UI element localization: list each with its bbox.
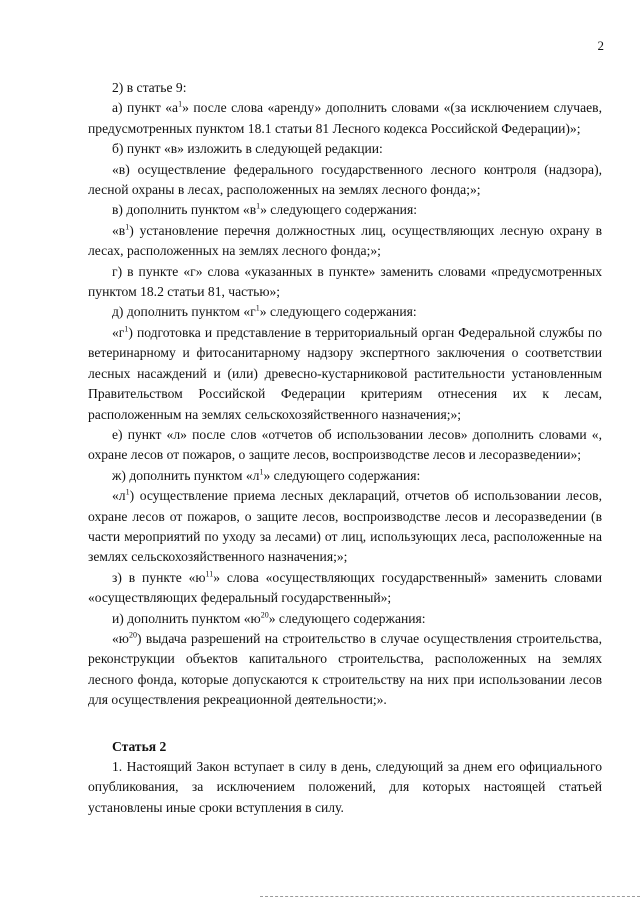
article-2-heading: Статья 2 <box>112 738 167 754</box>
superscript: 1 <box>125 487 130 497</box>
text: » слова «осуществляющих государственный» заменить словами «осуществляющих федеральный государственный»; <box>88 569 602 606</box>
item-i-content <box>88 629 602 711</box>
text: » следующего содержания: <box>260 202 417 218</box>
text: и) дополнить пунктом «ю <box>112 610 261 626</box>
text: » следующего содержания: <box>263 467 421 483</box>
text: б) пункт «в» изложить в следующей редакции: <box>112 141 383 157</box>
item-d <box>88 302 602 322</box>
item-g <box>88 262 602 303</box>
text: 2) в статье 9: <box>112 80 187 95</box>
item-i <box>88 609 602 629</box>
item-zh-content <box>88 486 602 568</box>
text: 1. Настоящий Закон вступает в силу в день, следующий за днем его официального опубликования, за исключением положений, для которых настоящей статьей установлены иные сроки вступления в силу. <box>88 759 602 815</box>
item-b <box>88 139 602 159</box>
item-article-9-intro <box>88 78 602 98</box>
text: «г <box>112 324 125 340</box>
text: ) выдача разрешений на строительство в случае осуществления строительства, реконструкции объектов капитального строительства, расположенных на землях лесного фонда, которые допускаются к строительству на них при использовании лесов для осуществления рекреационной деятельности;». <box>88 630 602 708</box>
superscript: 11 <box>205 569 214 579</box>
text: «л <box>112 488 126 504</box>
item-d-content <box>88 323 602 425</box>
text: » после слова «аренду» дополнить словами «(за исключением случаев, предусмотренных пунктом 18.1 статьи 81 Лесного кодекса Российской Федерации)»; <box>88 100 602 136</box>
item-b-content <box>88 160 602 201</box>
item-v <box>88 200 602 220</box>
text: «ю <box>112 630 129 646</box>
text: ) подготовка и представление в территориальный орган Федеральной службы по ветеринарному и фитосанитарному надзору экспертного заключения о соответствии лесных насаждений и (или) древесно-кустарниковой растительности установленным Правительством Российской Федерации критериям отнесения их к лесам, расположенным на землях сельскохозяйственного назначения;»; <box>88 324 602 422</box>
scan-edge-divider <box>260 896 640 898</box>
superscript: 1 <box>255 303 260 313</box>
superscript: 1 <box>259 467 264 477</box>
text: ) осуществление приема лесных деклараций, отчетов об использовании лесов, охране лесов от пожаров, о защите лесов, воспроизводстве лесов и лесоразведении (в части мероприятий по уходу за лесами) от лиц, использующих леса, расположенные на землях сельскохозяйственного назначения;»; <box>88 488 602 565</box>
text: » следующего содержания: <box>259 304 417 320</box>
text: е) пункт «л» после слов «отчетов об использовании лесов» дополнить словами «, охране лесов от пожаров, о защите лесов, воспроизводстве лесов и лесоразведении»; <box>88 426 602 463</box>
text: ж) дополнить пунктом «л <box>112 467 260 483</box>
superscript: 1 <box>256 201 261 211</box>
text: » следующего содержания: <box>268 610 426 626</box>
item-v-content <box>88 221 602 262</box>
text: д) дополнить пунктом «г <box>112 304 256 320</box>
document-body <box>88 78 602 818</box>
text: «в <box>112 222 126 238</box>
superscript: 1 <box>125 222 130 232</box>
article-2-text <box>88 757 602 818</box>
page-number: 2 <box>597 38 604 53</box>
superscript: 20 <box>260 610 269 620</box>
item-a <box>88 98 602 139</box>
text: ) установление перечня должностных лиц, осуществляющих лесную охрану в лесах, расположенных на землях лесного фонда;»; <box>88 222 602 259</box>
text: в) дополнить пунктом «в <box>112 202 257 218</box>
item-e <box>88 425 602 466</box>
superscript: 20 <box>128 630 137 640</box>
superscript: 1 <box>124 324 129 334</box>
item-zh <box>88 466 602 486</box>
text: з) в пункте «ю <box>112 569 206 585</box>
text: а) пункт «а <box>112 100 179 116</box>
text: г) в пункте «г» слова «указанных в пункте» заменить словами «предусмотренных пунктом 18.2 статьи 81, частью»; <box>88 263 602 300</box>
text: «в) осуществление федерального государственного лесного контроля (надзора), лесной охраны в лесах, расположенных на землях лесного фонда;»; <box>88 161 602 198</box>
superscript: 1 <box>178 99 183 109</box>
item-z <box>88 568 602 609</box>
